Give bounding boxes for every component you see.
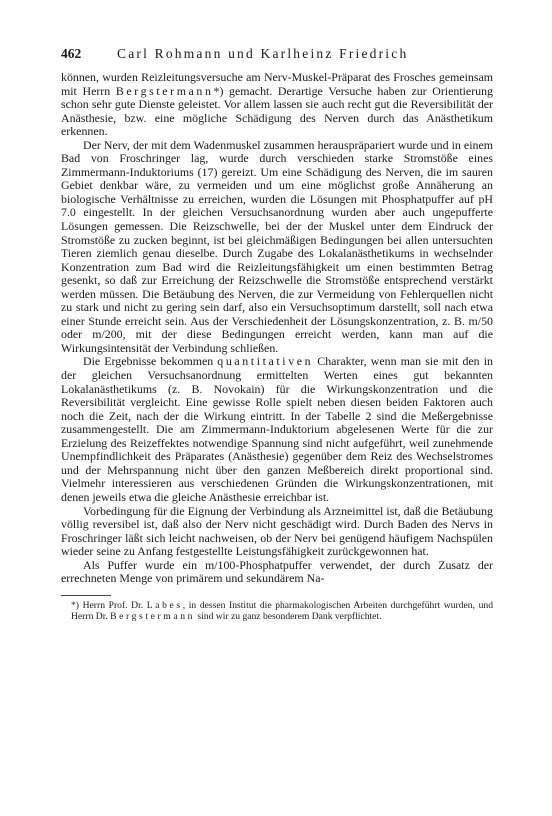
journal-page [61,44,493,623]
paragraph-3: Die Ergebnisse bekommen quantitativen Charakter, wenn man sie mit den in der gleichen Versuchsanordnung ermittelten Werten eines gut bekannten Lokalanästhetikums (z. B. Novokain) für die Wirkungskonzentration und die Reversibilität vergleicht. Eine gewisse Rolle spielt neben diesen beiden Faktoren auch noch die Zeit, nach der die Wirkung eintritt. In der Tabelle 2 sind die Meßergebnisse zusammengestellt. Die am Zimmermann-Induktorium abgelesenen Werte für die zur Erzielung des Reizeffektes notwendige Spannung sind nicht aufgeführt, weil zunehmende Unempfindlichkeit des Präparates (Anästhesie) gegenüber dem Reiz des Wechselstromes und der Mehrspannung nicht über den ganzen Meßbereich direkt proportional sind. Vielmehr interessieren aus verschiedenen Gründen die Wirkungskonzentrationen, mit denen jeweils etwa die gleiche Anästhesie erreichbar ist. [61,354,493,504]
running-title: Carl Rohmann und Karlheinz Friedrich [117,46,409,61]
page-number: 462 [61,46,82,61]
spaced-name: Bergstermann [115,83,214,98]
paragraph-2: Der Nerv, der mit dem Wadenmuskel zusammen herauspräpariert wurde und in einem Bad von Froschringer lag, wurde durch verschieden starke Stromstöße eines Zimmermann-Induktoriums (17) gereizt. Um eine Schädigung des Nerven, die im sauren Gebiet denkbar wäre, zu vermeiden und um eine möglichst große Annäherung an biologische Verhältnisse zu erreichen, wurden die Lösungen mit Phosphatpuffer auf pH 7.0 eingestellt. In der gleichen Versuchsanordnung wurden aber auch ungepufferte Lösungen gemessen. Die Reizschwelle, bei der der Muskel unter dem Eindruck der Stromstöße zu zucken beginnt, ist bei gleichmäßigen Bedingungen bei allen untersuchten Tieren ziemlich genau dieselbe. Durch Zugabe des Lokalanästhetikums in wechselnder Konzentration zum Bad wird die Reizleitungsfähigkeit um einen bestimmten Betrag gesenkt, so daß zur Erreichung der Reizschwelle die Stromstöße entsprechend verstärkt werden müssen. Die Betäubung des Nerven, die zur Vermeidung von Fehlerquellen nicht zu stark und nicht zu gering sein darf, also ein Versuchsoptimum darstellt, soll nach etwa einer Stunde erreicht sein. Aus der Verschiedenheit der Lösungskonzentration, z. B. m/50 oder m/200, mit der diese Bedingungen erreicht werden, kann man auf die Wirkungsintensität der Verbindung schließen. [61,137,493,355]
page-header [61,44,493,64]
paragraph-4: Vorbedingung für die Eignung der Verbindung als Arzneimittel ist, daß die Betäubung völlig reversibel ist, daß also der Nerv nicht geschädigt wird. Durch Baden des Nervs in Froschringer läßt sich leicht nachweisen, ob der Nerv bei genügend häufigem Nachspülen wieder seine zu Anfang festgestellte Leistungsfähigkeit zurückgewonnen hat. [61,503,493,559]
spaced-name: Labes [146,599,183,611]
footnote-divider [61,595,111,596]
paragraph-1: können, wurden Reizleitungsversuche am Nerv-Muskel-Präparat des Frosches gemeinsam mit Herrn Bergstermann*) gemacht. Derartige Versuche haben zur Orientierung schon sehr gute Dienste geleistet. Vor allem lassen sie auch recht gut die Reversibilität der Anästhesie, bzw. eine mögliche Schädigung des Nerven durch das Anästhetikum erkennen. [61,70,494,139]
spaced-emphasis: quantitativen [217,354,314,369]
spaced-name: Bergstermann [110,611,196,623]
paragraph-5: Als Puffer wurde ein m/100-Phosphatpuffer verwendet, der durch Zusatz der errechneten Menge von primärem und sekundärem Na- [61,557,493,586]
article-body [61,71,493,586]
footnote: *) Herrn Prof. Dr. Labes, in dessen Institut die pharmakologischen Arbeiten durchgeführt wurden, und Herrn Dr. Bergstermann sind wir zu ganz besonderem Dank verpflichtet. [71,599,493,623]
